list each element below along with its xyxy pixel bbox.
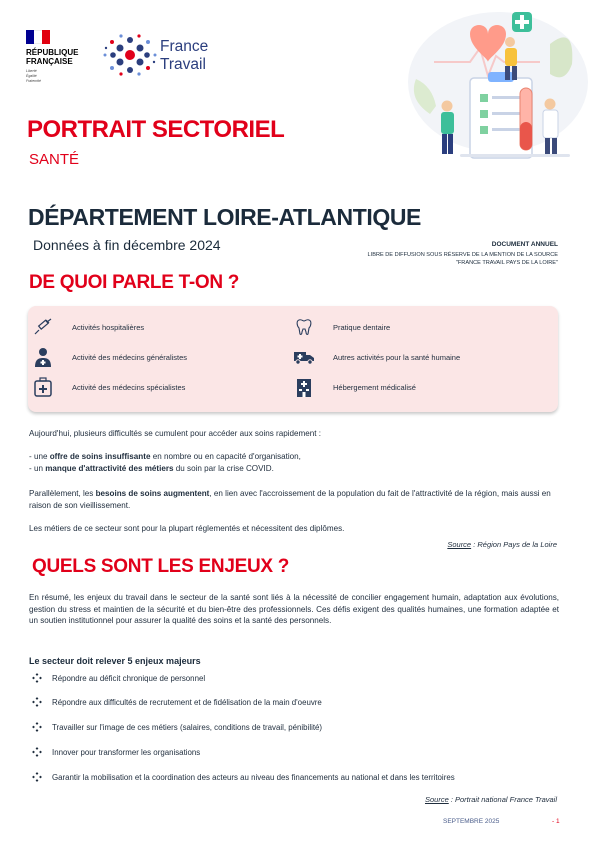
hospital-building-icon: [293, 377, 315, 397]
activity-item: [32, 347, 187, 367]
diamond-bullet-icon: [32, 697, 42, 707]
enjeu-label: Travailler sur l'image de ces métiers (salaires, conditions de travail, pénibilité): [52, 722, 323, 732]
section-title-enjeux: QUELS SONT LES ENJEUX ?: [32, 556, 290, 577]
tooth-icon: [293, 317, 315, 337]
document-type: DOCUMENT ANNUEL: [491, 241, 558, 248]
republique-francaise-logo: [26, 30, 101, 84]
activity-label: Activité des médecins spécialistes: [72, 382, 186, 392]
section-title-de-quoi: DE QUOI PARLE T-ON ?: [29, 272, 240, 293]
activity-item: [32, 317, 144, 337]
diffusion-note: LIBRE DE DIFFUSION SOUS RÉSERVE DE LA MENTION DE LA SOURCE "FRANCE TRAVAIL PAYS DE LA LOIRE": [367, 252, 558, 266]
france-travail-text: France Travail: [160, 38, 209, 73]
activity-item: [293, 377, 416, 397]
france-travail-dots-icon: [102, 30, 158, 80]
difficulty-bullet: - une offre de soins insuffisante en nombre ou en capacité d'organisation,: [29, 452, 301, 461]
devise-text: Liberté Égalité Fraternité: [26, 69, 41, 83]
activities-box: [28, 306, 558, 412]
page-title: PORTRAIT SECTORIEL: [27, 116, 285, 143]
healthcare-illustration: [400, 4, 590, 164]
doctor-icon: [32, 347, 54, 367]
enjeux-list-title: Le secteur doit relever 5 enjeux majeurs: [29, 656, 201, 666]
source-note: Source : Région Pays de la Loire: [447, 540, 557, 549]
activity-item: [293, 347, 460, 367]
republique-francaise-text: RÉPUBLIQUE FRANÇAISE: [26, 48, 79, 66]
medical-case-icon: [32, 377, 54, 397]
enjeu-label: Innover pour transformer les organisations: [52, 747, 201, 757]
enjeu-item: [32, 697, 322, 707]
enjeux-paragraph: En résumé, les enjeux du travail dans le secteur de la santé sont liés à la nécessité de concilier engagement humain, adaptation aux évolutions, gestion du stress et maintien de la sécurité et du bien-être des professionnels. Ces défis exigent des qualités humaines, une formation adaptée et un soutien institutionnel pour assurer la qualité des soins et la santé des personnels.: [29, 593, 559, 625]
footer-date: SEPTEMBRE 2025: [443, 818, 500, 825]
diamond-bullet-icon: [32, 772, 42, 782]
enjeu-label: Garantir la mobilisation et la coordination des acteurs au niveau des financements au national et dans les territoires: [52, 772, 455, 782]
department-title: DÉPARTEMENT LOIRE-ATLANTIQUE: [28, 204, 421, 230]
activity-item: [293, 317, 390, 337]
page-subtitle: SANTÉ: [29, 151, 80, 168]
difficulty-bullet: - un manque d'attractivité des métiers du soin par la crise COVID.: [29, 464, 274, 473]
activity-label: Hébergement médicalisé: [333, 382, 416, 392]
demand-paragraph: Parallèlement, les besoins de soins augmentent, en lien avec l'accroissement de la population du fait de l'attractivité de la région, mais aussi en raison de son vieillissement.: [29, 489, 551, 510]
diamond-bullet-icon: [32, 722, 42, 732]
activity-label: Activité des médecins généralistes: [72, 352, 188, 362]
page-header: [0, 0, 595, 170]
activity-label: Activités hospitalières: [72, 322, 145, 332]
activity-item: [32, 377, 185, 397]
activity-label: Pratique dentaire: [333, 322, 391, 332]
diamond-bullet-icon: [32, 747, 42, 757]
page-number: - 1: [552, 818, 560, 825]
data-date: Données à fin décembre 2024: [33, 237, 221, 253]
enjeu-item: [32, 772, 455, 782]
enjeu-label: Répondre au déficit chronique de personnel: [52, 673, 206, 683]
enjeu-item: [32, 722, 322, 732]
diamond-bullet-icon: [32, 673, 42, 683]
ambulance-icon: [293, 347, 315, 367]
activity-label: Autres activités pour la santé humaine: [333, 352, 461, 362]
syringe-icon: [32, 317, 54, 337]
intro-text: Aujourd'hui, plusieurs difficultés se cumulent pour accéder aux soins rapidement :: [29, 429, 322, 438]
french-flag-icon: [26, 30, 50, 44]
enjeu-item: [32, 673, 205, 683]
enjeu-label: Répondre aux difficultés de recrutement et de fidélisation de la main d'oeuvre: [52, 697, 322, 707]
source-note: Source : Portrait national France Travail: [424, 795, 557, 804]
regulation-paragraph: Les métiers de ce secteur sont pour la plupart réglementés et nécessitent des diplômes.: [29, 524, 345, 533]
enjeu-item: [32, 747, 200, 757]
